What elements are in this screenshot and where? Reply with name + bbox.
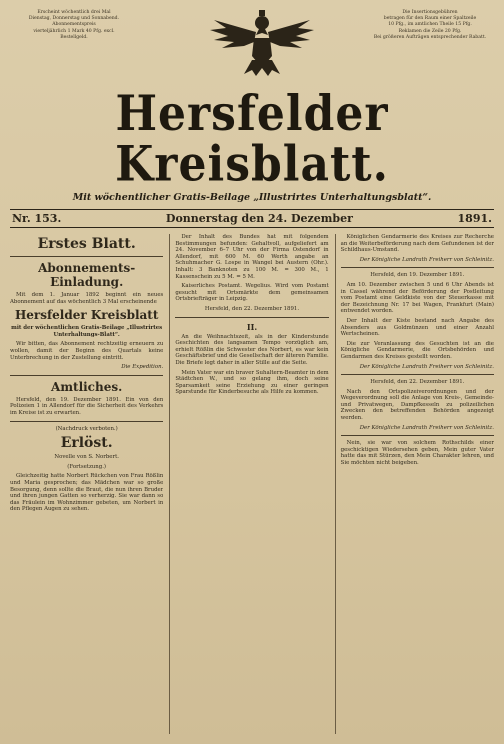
subscription-info (14, 10, 134, 41)
subscription-line: vierteljährlich 1 Mark 40 Pfg. excl. (33, 28, 115, 34)
fees-line: Reklamen die Zeile 20 Pfg. (398, 28, 462, 34)
article-signature: Hersfeld, den 22. Dezember 1891. (204, 305, 300, 312)
notice-signature: Der Königliche Landrath Freiherr von Schleinitz. (359, 256, 494, 263)
invite-more: Wir bitten, das Abonnement rechtzeitig erneuern zu wollen, damit der Beginn des Quartals keine Unterbrechung in der Zustellung eintritt. (10, 341, 164, 361)
newspaper-title: Hersfelder Kreisblatt. (115, 86, 389, 193)
divider (341, 435, 494, 436)
article-columns (10, 234, 494, 734)
invite-heading: Abonnements-Einladung. (38, 261, 136, 289)
notice-signature: Der Königliche Landrath Freiherr von Schleinitz. (359, 363, 494, 370)
notice-text: Die zur Veranlassung des Gesuchten ist an die Königliche Gendarmerie, die Ortsbehörden und Gendarmen des Kreises gestellt worden. (340, 340, 494, 360)
divider (10, 256, 163, 257)
novel-author: Novelle von S. Norbert. (54, 454, 119, 461)
invite-text: Mit dem 1. Januar 1892 beginnt ein neues Abonnement auf das wöchentlich 3 Mal erscheinende (10, 292, 164, 305)
official-text: Hersfeld, den 19. Dezember 1891. Ein von den Polizeien 1 in Allendorf für die Sicherheit des Verkehrs im Kreise ist zu erwarten. (10, 396, 164, 416)
first-sheet-heading: Erstes Blatt. (37, 236, 136, 252)
notice-date: Hersfeld, den 22. Dezember 1891. (370, 379, 465, 386)
official-heading: Amtliches. (51, 379, 123, 394)
column-middle (169, 234, 328, 734)
column-right (335, 234, 494, 734)
fees-line: 10 Pfg., im amtlichen Theile 15 Pfg. (388, 22, 472, 28)
paper-subtitle: mit der wöchentlichen Gratis-Beilage „Illustrirtes Unterhaltungs-Blatt“. (11, 325, 163, 338)
issue-date: Donnerstag den 24. Dezember (165, 212, 353, 225)
divider (175, 317, 328, 318)
novel-text: Gleichzeitig hatte Norbert Rückchen von Frau Rößlin und Maria gesprochen; das Mädchen war so große Besorgung, denn sollte die Braut, die nun ihren Bruder und ihren jungen Gatten so verherzig. Sie war dann so das Fräulein im Wohnzimmer gebeten, um Norbert in den Pflegen Augen zu sehen. (10, 473, 164, 513)
insertion-fees (370, 10, 490, 41)
novel-title: Erlöst. (60, 435, 113, 452)
eagle-emblem-icon (206, 8, 318, 78)
issue-year: 1891. (457, 212, 492, 225)
article-text: Kaiserliches Postamt. Wegelius. Wird vom Postamt gesucht mit Ortsmärkte dem gemeinsamen Ortsbriefträger in Leipzig. (175, 283, 329, 303)
novel-text: Nein, sie war von solchem Rothschilds einer geschicktigen Wiedersehen geben, Mein guter Vater hatte das mit Stürzen, den Mein Charakter lehren, und Sie möchten nicht beigeben. (340, 440, 494, 467)
subscription-line: Bestellgeld. (60, 34, 88, 40)
masthead-top (10, 6, 494, 94)
fees-line: Bei größeren Aufträgen entsprechender Rabatt. (373, 34, 487, 40)
newspaper-subtitle: Mit wöchentlicher Gratis-Beilage „Illustrirtes Unterhaltungsblatt“. (72, 192, 432, 203)
reprint-note: (Nachdruck verboten.) (55, 425, 118, 432)
notice-signature: Der Königliche Landrath Freiherr von Schleinitz. (359, 424, 494, 431)
dateline (10, 209, 494, 228)
subscription-line: Dienstag, Donnerstag und Sonnabend. (28, 16, 120, 22)
divider (10, 421, 163, 422)
subscription-line: Abonnementspreis (52, 22, 96, 28)
novel-continuation: (Fortsetzung.) (67, 463, 107, 470)
notice-text: Nach den Ortspolizeiverordnungen und der Wegeverordnung soll die Anlage von Kreis-, Gemeinde- und Privatwegen, Dampfkesseln zu polizeilichen Zwecken den betreffenden Behörden angezeigt werden. (340, 388, 494, 422)
fees-line: betragen für den Raum einer Spaltzeile (383, 16, 477, 22)
notice-text: Königlichen Gendarmerie des Kreises zur Recherche an die Weiterbeförderung nach dem Gefundenen ist der Schildhaus-Umstand. (340, 234, 494, 254)
divider (341, 374, 494, 375)
notice-text: Am 10. Dezember zwischen 5 und 6 Uhr Abends ist in Cassel während der Beförderung der Postleitung vom Postamt eine Geldkiste von der Steuerkasse mit der Bezeichnung Nr. 17 bei Wagen, Frankfurt (Main) entwendet worden. (340, 281, 494, 315)
issue-number: Nr. 153. (12, 212, 62, 225)
notice-text: Der Inhalt der Kiste bestand nach Angabe des Absenders aus Goldmünzen und einer Anzahl Wertscheinen. (340, 317, 494, 338)
divider (341, 267, 494, 268)
novel-text: An die Weihnachtszeit, als in der Kinderstunde Geschichten des langsamen Tempo vorzüglich am, erhielt Rößlin die Schwester des Norbert, es war kein Geschäftsbrief und die Gesellschaft der älteren Familie. Die Briefe legt daher in aller Stille auf die Seite. (175, 333, 329, 366)
subscription-line: Erscheint wöchentlich drei Mal (37, 10, 111, 15)
paper-name: Hersfelder Kreisblatt (14, 308, 159, 323)
divider (10, 375, 163, 376)
section-number: II. (246, 321, 258, 332)
expedition-signature: Die Expedition. (121, 364, 164, 371)
article-text: Der Inhalt des Bundes hat mit folgendem Bestimmungen befunden: Gehaltvoll, aufgeliefert am 24. November 6–7 Uhr von der Firma Ostendorf in Allendorf, mit 600 M. 60 Werth angabe an Schuhmacher G. Lospe in Wangel bei Austern (Ohr.). Inhalt: 3 Banknoten zu 100 M. = 300 M., 1 Kassenschein zu 5 M. = 5 M. (175, 234, 329, 280)
novel-text: Mein Vater war ein braver Suhaltern-Beamter in dem Städtchen W., und so gelang ihm, doch seine Sparsamkeit seine Erziehung zu einer geringen Sparstunde für Kinderbesuche als Hilfe zu kommen. (175, 369, 329, 396)
column-left (10, 234, 163, 734)
notice-date: Hersfeld, den 19. Dezember 1891. (370, 272, 465, 279)
fees-line: Die Insertionsgebühren (402, 10, 458, 15)
